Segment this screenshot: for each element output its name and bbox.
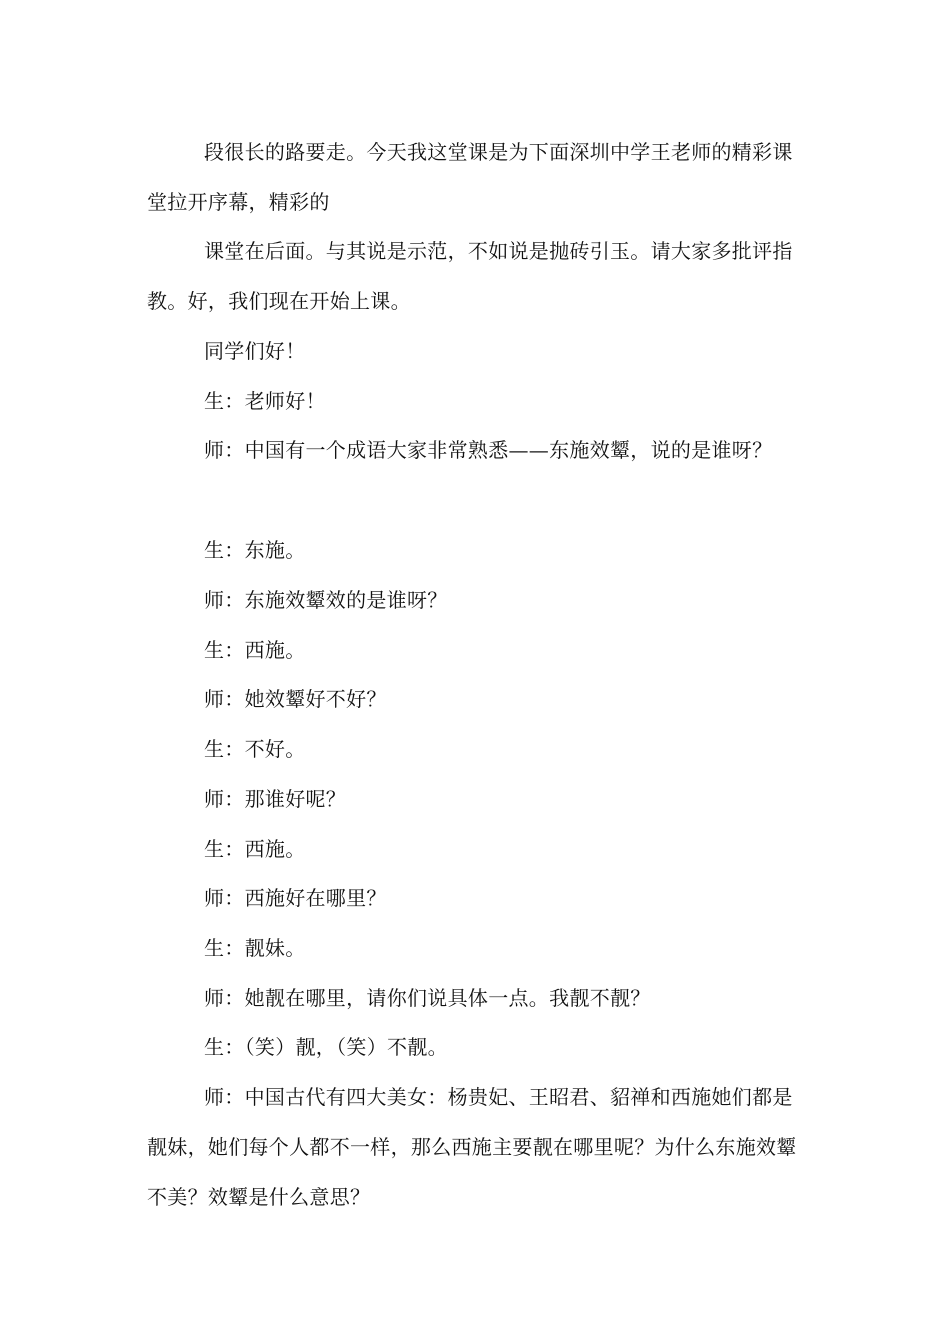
dialogue-line: 生：东施。	[204, 538, 306, 562]
dialogue-line: 生：（笑）靓，（笑）不靓。	[204, 1035, 448, 1059]
paragraph-intro-2: 课堂在后面。与其说是示范，不如说是抛砖引玉。请大家多批评指教。好，我们现在开始上课。	[147, 239, 793, 313]
dialogue-line: 生：老师好！	[204, 389, 326, 413]
dialogue-line: 师：中国古代有四大美女：杨贵妃、王昭君、貂禅和西施她们都是靓妹，她们每个人都不一样，那么西施主要靓在哪里呢？为什么东施效颦不美？效颦是什么意思？	[147, 1085, 797, 1209]
dialogue-line: 师：西施好在哪里？	[204, 886, 387, 910]
dialogue-line: 师：那谁好呢？	[204, 787, 347, 811]
dialogue-line: 师：她靓在哪里，请你们说具体一点。我靓不靓？	[204, 986, 651, 1010]
dialogue-line: 同学们好！	[204, 339, 306, 363]
dialogue-line: 生：西施。	[204, 837, 306, 861]
paragraph-intro-1: 段很长的路要走。今天我这堂课是为下面深圳中学王老师的精彩课堂拉开序幕，精彩的	[147, 140, 793, 214]
dialogue-line: 生：不好。	[204, 737, 306, 761]
dialogue-line: 生：西施。	[204, 638, 306, 662]
dialogue-line: 师：她效颦好不好？	[204, 687, 387, 711]
dialogue-line: 师：东施效颦效的是谁呀？	[204, 588, 448, 612]
dialogue-line: 师：中国有一个成语大家非常熟悉——东施效颦，说的是谁呀？	[204, 438, 773, 462]
dialogue-line: 生：靓妹。	[204, 936, 306, 960]
